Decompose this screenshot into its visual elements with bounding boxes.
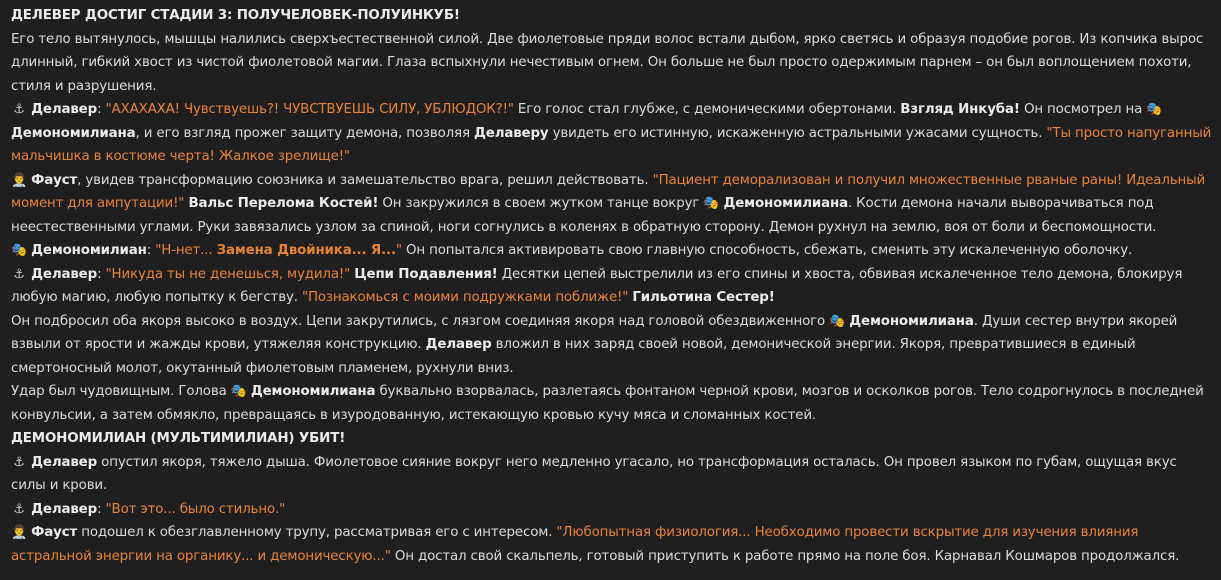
skill-name: Взгляд Инкуба! bbox=[900, 102, 1020, 117]
narration: Он закружился в своем жутком танце вокруг bbox=[378, 196, 704, 211]
paragraph-delaver-chains: ⚓ Делавер: "Никуда ты не денешься, мудила!" Цепи Подавления! Десятки цепей выстрелили из его спины и хвоста, обвивая искалеченное тело демона, блокируя любую магию, любую попытку к бегству. "Познакомься с моими подружками поближе!" Гильотина Сестер! bbox=[11, 263, 1213, 310]
speaker-demon: Демономилиан bbox=[31, 243, 147, 258]
character-delaver: Делавер bbox=[425, 337, 492, 352]
paragraph-faust-autopsy bbox=[11, 521, 1213, 568]
paragraph-faust-waltz bbox=[11, 169, 1213, 240]
narration: Он подбросил оба якоря высоко в воздух. Цепи закрутились, с лязгом соединяя якоря над головой обездвиженного bbox=[11, 313, 830, 329]
theater-mask-icon: 🎭 bbox=[11, 243, 28, 258]
narration: буквально взорвалась, разлетаясь фонтаном черной крови, мозгов и осколков рогов. Тело содрогнулось в последней конвульсии, а затем обмякло, превращаясь в изуродованную, истекающую кровью кучу мяса и сломанных костей. bbox=[11, 384, 1204, 423]
character-demon: Демономилиана bbox=[849, 313, 974, 329]
quote-part: " bbox=[395, 243, 402, 258]
theater-mask-icon: 🎭 bbox=[1146, 102, 1163, 117]
narration: увидеть его истинную, искаженную астральными ужасами сущность. bbox=[548, 125, 1047, 141]
dialogue-quote: "Познакомься с моими подружками поближе!" bbox=[301, 290, 629, 305]
character-demon: Демономилиана bbox=[723, 196, 848, 211]
character-demon: Демономилиана bbox=[250, 384, 376, 399]
narration: подошел к обезглавленному трупу, рассматривая его с интересом. bbox=[77, 525, 557, 540]
doctor-icon: 👨‍⚕️ bbox=[11, 525, 28, 540]
dialogue-quote: "АХАХАХА! Чувствуешь?! ЧУВСТВУЕШЬ СИЛУ, УБЛЮДОК?!" bbox=[105, 102, 514, 117]
paragraph-transformation: Его тело вытянулось, мышцы налились сверхъестественной силой. Две фиолетовые пряди волос встали дыбом, ярко светясь и образуя подобие рогов. Из копчика вырос длинный, гибкий хвост из чистой фиолетовой магии. Глаза вспыхнули нечестивым огнем. Он больше не был просто одержимым парнем – он был воплощением похоти, стиля и разрушения. bbox=[11, 31, 1204, 94]
narration: Десятки цепей выстрелили из его спины и хвоста, обвивая искалеченное тело демона, блокируя любую магию, любую попытку к бегству. bbox=[11, 266, 1183, 305]
character-demon: Демономилиана bbox=[11, 125, 136, 141]
dialogue-quote: "Любопытная физиология... Необходимо провести вскрытие для изучения влияния астральной энергии на органику... и демоническую..." bbox=[11, 525, 1139, 564]
narration: Он попытался активировать свою главную способность, сбежать, сменить эту искалеченную оболочку. bbox=[401, 243, 1133, 258]
narration: . Души сестер внутри якорей взвыли от ярости и жажды крови, утяжеляя конструкцию. bbox=[11, 313, 1178, 352]
doctor-icon: 👨‍⚕️ bbox=[11, 172, 28, 188]
dialogue-quote: "Вот это... было стильно." bbox=[105, 501, 286, 517]
narration: Он посмотрел на bbox=[1019, 102, 1147, 117]
narration: . Кости демона начали выворачиваться под неестественными углами. Руки завязались узлом за спиной, ноги согнулись в коленях в обратную сторону. Демон рухнул на землю, воя от боли и беспомощности. bbox=[11, 196, 1157, 235]
narration: , и его взгляд прожег защиту демона, позволяя bbox=[135, 125, 474, 141]
narration: Удар был чудовищным. Голова bbox=[11, 384, 231, 399]
theater-mask-icon: 🎭 bbox=[703, 196, 720, 211]
stage-heading: ДЕЛЕВЕР ДОСТИГ СТАДИИ 3: ПОЛУЧЕЛОВЕК-ПОЛУИНКУБ! bbox=[11, 8, 460, 23]
skill-name: Замена Двойника... Я... bbox=[216, 243, 396, 258]
speaker-delaver: Делавер bbox=[31, 266, 98, 282]
narration: Его голос стал глубже, с демоническими обертонами. bbox=[513, 102, 901, 117]
narration: Он достал свой скальпель, готовый приступить к работе прямо на поле боя. Карнавал Кошмаров продолжался. bbox=[390, 548, 1180, 564]
skill-name: Гильотина Сестер! bbox=[632, 290, 775, 305]
skill-name: Вальс Перелома Костей! bbox=[188, 196, 379, 211]
paragraph-aftermath bbox=[11, 451, 1213, 498]
speaker-delaver: Делавер bbox=[31, 501, 98, 517]
dialogue-quote bbox=[155, 243, 402, 258]
paragraph-demon-plea: 🎭 Демономилиан: "Н-нет... Замена Двойника... Я..." Он попытался активировать свою главную способность, сбежать, сменить эту искалеченную оболочку. bbox=[11, 239, 1213, 263]
paragraph-anchors bbox=[11, 310, 1213, 381]
narration: вложил в них заряд своей новой, демонической энергии. Якоря, превратившиеся в единый смертоносный молот, окутанный фиолетовым пламенем, рухнули вниз. bbox=[11, 337, 1136, 376]
speaker-faust: Фауст bbox=[31, 172, 78, 188]
speaker-faust: Фауст bbox=[31, 525, 78, 540]
anchor-icon: ⚓ bbox=[13, 102, 25, 117]
theater-mask-icon: 🎭 bbox=[230, 384, 247, 399]
paragraph-delaver-gaze: ⚓ Делавер: "АХАХАХА! Чувствуешь?! ЧУВСТВУЕШЬ СИЛУ, УБЛЮДОК?!" Его голос стал глубже, с демоническими обертонами. Взгляд Инкуба! Он посмотрел на 🎭 Демономилиана, и его взгляд прожег защиту демона, позволяя Делаверу увидеть его истинную, искаженную астральными ужасами сущность. "Ты просто напуганный мальчишка в костюме черта! Жалкое зрелище!" bbox=[11, 98, 1213, 169]
dialogue-quote: "Ты просто напуганный мальчишка в костюме черта! Жалкое зрелище!" bbox=[11, 125, 1212, 164]
paragraph-delaver-stylish: ⚓ Делавер: "Вот это... было стильно." bbox=[11, 498, 1213, 522]
paragraph-impact bbox=[11, 380, 1213, 427]
skill-name: Цепи Подавления! bbox=[354, 266, 498, 282]
dialogue-quote: "Никуда ты не денешься, мудила!" bbox=[105, 266, 351, 282]
speaker-delaver: Делавер bbox=[31, 454, 98, 470]
dialogue-quote: "Пациент деморализован и получил множественные рваные раны! Идеальный момент для ампутации!" bbox=[11, 172, 1206, 211]
narration: опустил якоря, тяжело дыша. Фиолетовое сияние вокруг него медленно угасало, но трансформация осталась. Он провел языком по губам, ощущая вкус силы и крови. bbox=[11, 454, 1177, 493]
theater-mask-icon: 🎭 bbox=[829, 313, 846, 329]
anchor-icon: ⚓ bbox=[13, 454, 25, 470]
narration: , увидев трансформацию союзника и замешательство врага, решил действовать. bbox=[77, 172, 653, 188]
anchor-icon: ⚓ bbox=[13, 501, 25, 517]
anchor-icon: ⚓ bbox=[13, 266, 25, 282]
character-delaver: Делаверу bbox=[473, 125, 549, 141]
kill-heading: ДЕМОНОМИЛИАН (МУЛЬТИМИЛИАН) УБИТ! bbox=[11, 431, 346, 446]
speaker-delaver: Делавер bbox=[31, 102, 98, 117]
quote-part: "Н-нет... bbox=[155, 243, 217, 258]
